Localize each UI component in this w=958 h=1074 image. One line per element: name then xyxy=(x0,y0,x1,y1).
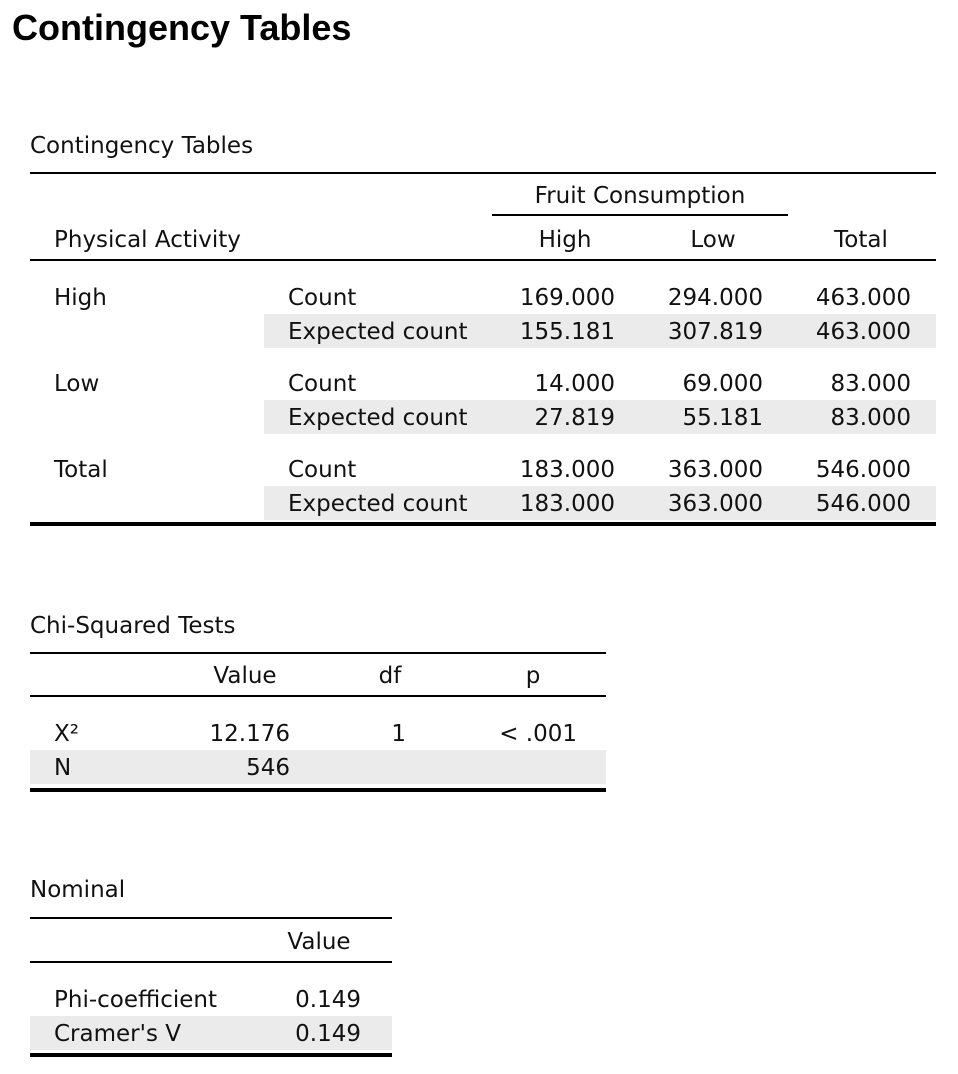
header-rule xyxy=(30,961,392,963)
table-top-rule xyxy=(30,172,936,174)
column-header-value: Value xyxy=(287,929,351,955)
cell-value: 69.000 xyxy=(682,371,763,397)
cell-value: 183.000 xyxy=(519,491,615,517)
header-rule xyxy=(30,695,606,697)
contingency-table-caption: Contingency Tables xyxy=(30,133,254,159)
cell-value: 55.181 xyxy=(682,405,763,431)
cell-value: 363.000 xyxy=(667,491,763,517)
cell-value: 1 xyxy=(391,721,406,747)
row-label-cramers-v: Cramer's V xyxy=(54,1021,181,1047)
column-header-total: Total xyxy=(834,227,888,253)
cell-value: 294.000 xyxy=(667,285,763,311)
stat-label: Expected count xyxy=(288,405,468,431)
table-bottom-rule xyxy=(30,788,606,792)
group-header: Fruit Consumption xyxy=(534,183,746,209)
cell-value: 27.819 xyxy=(534,405,615,431)
header-rule xyxy=(30,259,936,261)
column-header-df: df xyxy=(378,663,402,689)
row-label-phi: Phi-coefficient xyxy=(54,987,218,1013)
cell-value: 183.000 xyxy=(519,457,615,483)
row-label-high: High xyxy=(54,285,107,311)
stat-label: Count xyxy=(288,457,357,483)
cell-value: 0.149 xyxy=(295,987,361,1013)
row-shading xyxy=(30,750,606,784)
row-label-chi-square: X² xyxy=(54,721,79,747)
cell-value: 463.000 xyxy=(815,319,911,345)
cell-value: 83.000 xyxy=(830,405,911,431)
stat-label: Count xyxy=(288,371,357,397)
column-header-high: High xyxy=(538,227,592,253)
cell-value: 363.000 xyxy=(667,457,763,483)
page-title: Contingency Tables xyxy=(12,7,352,48)
cell-value: 14.000 xyxy=(534,371,615,397)
stat-label: Expected count xyxy=(288,319,468,345)
row-label-total: Total xyxy=(54,457,108,483)
column-header-low: Low xyxy=(690,227,736,253)
cell-value: 83.000 xyxy=(830,371,911,397)
column-header-value: Value xyxy=(213,663,277,689)
table-bottom-rule xyxy=(30,522,936,526)
nominal-caption: Nominal xyxy=(30,877,126,903)
column-header-p: p xyxy=(525,663,541,689)
cell-value: 307.819 xyxy=(667,319,763,345)
cell-value: 546 xyxy=(246,755,290,781)
cell-value: 169.000 xyxy=(519,285,615,311)
group-header-rule xyxy=(492,214,788,216)
cell-value: 546.000 xyxy=(815,491,911,517)
chi-squared-caption: Chi-Squared Tests xyxy=(30,613,236,639)
table-bottom-rule xyxy=(30,1053,392,1057)
cell-value: 155.181 xyxy=(519,319,615,345)
cell-value: 463.000 xyxy=(815,285,911,311)
cell-value: 0.149 xyxy=(295,1021,361,1047)
stat-label: Count xyxy=(288,285,357,311)
table-top-rule xyxy=(30,652,606,654)
row-label-n: N xyxy=(54,755,72,781)
cell-value: < .001 xyxy=(499,721,577,747)
row-label-low: Low xyxy=(54,371,100,397)
cell-value: 546.000 xyxy=(815,457,911,483)
row-variable-header: Physical Activity xyxy=(54,227,241,253)
stat-label: Expected count xyxy=(288,491,468,517)
table-top-rule xyxy=(30,917,392,919)
cell-value: 12.176 xyxy=(209,721,290,747)
